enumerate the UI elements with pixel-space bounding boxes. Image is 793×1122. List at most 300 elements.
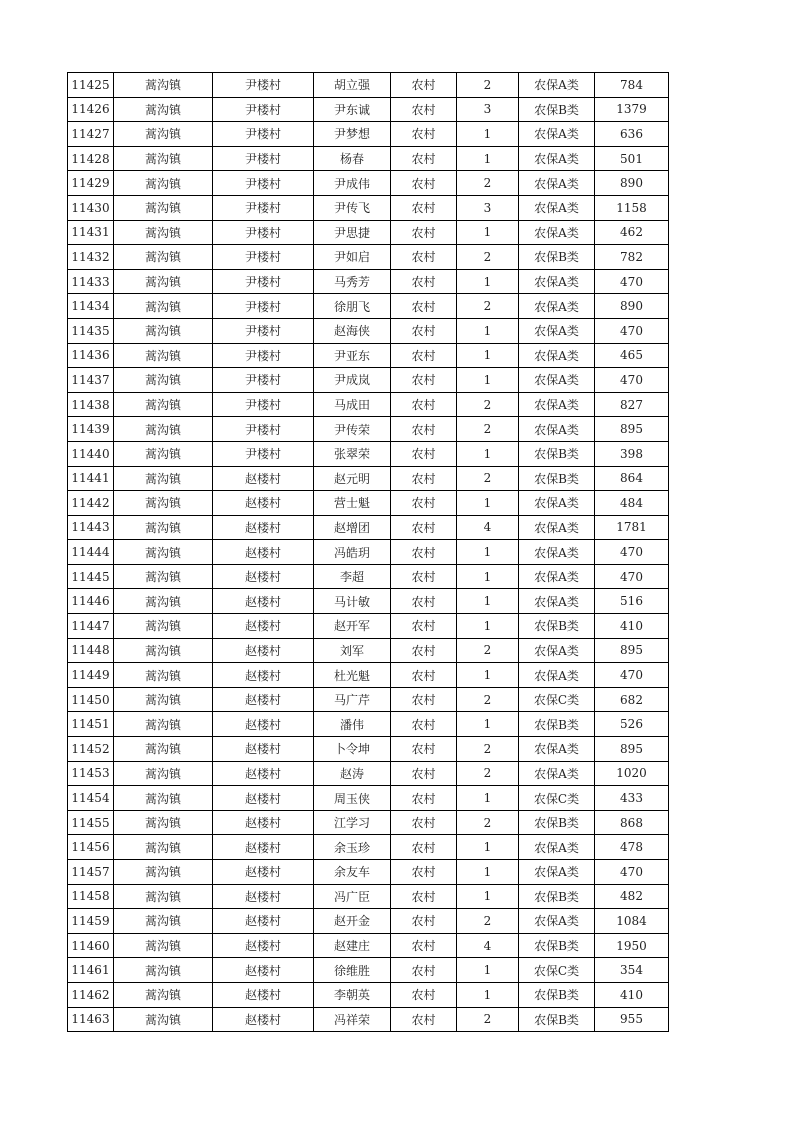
- area-type-cell: 农村: [391, 343, 457, 368]
- amount-cell: 410: [595, 982, 669, 1007]
- amount-cell: 470: [595, 318, 669, 343]
- table-row: [68, 146, 669, 171]
- village-cell: 赵楼村: [213, 860, 314, 885]
- name-cell: 马成田: [314, 392, 391, 417]
- table-row: [68, 466, 669, 491]
- name-cell: 余玉珍: [314, 835, 391, 860]
- table-row: [68, 441, 669, 466]
- row-id-cell: 11433: [68, 269, 114, 294]
- area-type-cell: 农村: [391, 466, 457, 491]
- insurance-category-cell: 农保A类: [519, 515, 595, 540]
- village-cell: 赵楼村: [213, 491, 314, 516]
- town-cell: 蒿沟镇: [114, 122, 213, 147]
- area-type-cell: 农村: [391, 195, 457, 220]
- village-cell: 尹楼村: [213, 245, 314, 270]
- amount-cell: 1158: [595, 195, 669, 220]
- table-row: [68, 933, 669, 958]
- amount-cell: 682: [595, 687, 669, 712]
- area-type-cell: 农村: [391, 417, 457, 442]
- town-cell: 蒿沟镇: [114, 540, 213, 565]
- insurance-category-cell: 农保C类: [519, 958, 595, 983]
- table-row: [68, 73, 669, 98]
- amount-cell: 501: [595, 146, 669, 171]
- insurance-category-cell: 农保A类: [519, 392, 595, 417]
- row-id-cell: 11458: [68, 884, 114, 909]
- village-cell: 赵楼村: [213, 515, 314, 540]
- area-type-cell: 农村: [391, 860, 457, 885]
- row-id-cell: 11459: [68, 909, 114, 934]
- table-row: [68, 564, 669, 589]
- name-cell: 张翠荣: [314, 441, 391, 466]
- row-id-cell: 11454: [68, 786, 114, 811]
- household-size-cell: 1: [457, 491, 519, 516]
- amount-cell: 526: [595, 712, 669, 737]
- amount-cell: 462: [595, 220, 669, 245]
- insurance-category-cell: 农保A类: [519, 417, 595, 442]
- name-cell: 尹成岚: [314, 368, 391, 393]
- amount-cell: 410: [595, 614, 669, 639]
- household-size-cell: 1: [457, 712, 519, 737]
- village-cell: 赵楼村: [213, 663, 314, 688]
- village-cell: 赵楼村: [213, 638, 314, 663]
- row-id-cell: 11435: [68, 318, 114, 343]
- town-cell: 蒿沟镇: [114, 368, 213, 393]
- insurance-category-cell: 农保A类: [519, 220, 595, 245]
- town-cell: 蒿沟镇: [114, 860, 213, 885]
- row-id-cell: 11436: [68, 343, 114, 368]
- village-cell: 尹楼村: [213, 368, 314, 393]
- household-size-cell: 1: [457, 884, 519, 909]
- row-id-cell: 11440: [68, 441, 114, 466]
- table-row: [68, 589, 669, 614]
- row-id-cell: 11461: [68, 958, 114, 983]
- household-size-cell: 1: [457, 786, 519, 811]
- insurance-category-cell: 农保A类: [519, 171, 595, 196]
- name-cell: 尹思捷: [314, 220, 391, 245]
- amount-cell: 955: [595, 1007, 669, 1032]
- name-cell: 营士魁: [314, 491, 391, 516]
- household-size-cell: 1: [457, 343, 519, 368]
- table-row: [68, 1007, 669, 1032]
- area-type-cell: 农村: [391, 687, 457, 712]
- row-id-cell: 11428: [68, 146, 114, 171]
- area-type-cell: 农村: [391, 540, 457, 565]
- village-cell: 尹楼村: [213, 392, 314, 417]
- name-cell: 胡立强: [314, 73, 391, 98]
- village-cell: 尹楼村: [213, 171, 314, 196]
- table-row: [68, 195, 669, 220]
- area-type-cell: 农村: [391, 491, 457, 516]
- household-size-cell: 1: [457, 122, 519, 147]
- village-cell: 赵楼村: [213, 884, 314, 909]
- household-size-cell: 1: [457, 663, 519, 688]
- insurance-category-cell: 农保A类: [519, 73, 595, 98]
- name-cell: 冯祥荣: [314, 1007, 391, 1032]
- household-size-cell: 2: [457, 810, 519, 835]
- table-row: [68, 737, 669, 762]
- name-cell: 李朝英: [314, 982, 391, 1007]
- row-id-cell: 11429: [68, 171, 114, 196]
- amount-cell: 470: [595, 564, 669, 589]
- amount-cell: 482: [595, 884, 669, 909]
- name-cell: 赵涛: [314, 761, 391, 786]
- insurance-category-cell: 农保A类: [519, 294, 595, 319]
- village-cell: 尹楼村: [213, 294, 314, 319]
- town-cell: 蒿沟镇: [114, 245, 213, 270]
- household-size-cell: 1: [457, 441, 519, 466]
- table-row: [68, 958, 669, 983]
- amount-cell: 864: [595, 466, 669, 491]
- row-id-cell: 11426: [68, 97, 114, 122]
- row-id-cell: 11444: [68, 540, 114, 565]
- insurance-category-cell: 农保B类: [519, 982, 595, 1007]
- table-row: [68, 97, 669, 122]
- name-cell: 刘军: [314, 638, 391, 663]
- name-cell: 尹如启: [314, 245, 391, 270]
- amount-cell: 784: [595, 73, 669, 98]
- town-cell: 蒿沟镇: [114, 97, 213, 122]
- household-size-cell: 2: [457, 737, 519, 762]
- row-id-cell: 11457: [68, 860, 114, 885]
- household-size-cell: 2: [457, 761, 519, 786]
- household-size-cell: 2: [457, 466, 519, 491]
- row-id-cell: 11456: [68, 835, 114, 860]
- name-cell: 尹东诚: [314, 97, 391, 122]
- village-cell: 赵楼村: [213, 982, 314, 1007]
- area-type-cell: 农村: [391, 97, 457, 122]
- table-row: [68, 269, 669, 294]
- table-row: [68, 663, 669, 688]
- village-cell: 尹楼村: [213, 343, 314, 368]
- row-id-cell: 11437: [68, 368, 114, 393]
- amount-cell: 827: [595, 392, 669, 417]
- town-cell: 蒿沟镇: [114, 564, 213, 589]
- area-type-cell: 农村: [391, 614, 457, 639]
- area-type-cell: 农村: [391, 786, 457, 811]
- town-cell: 蒿沟镇: [114, 195, 213, 220]
- table-row: [68, 638, 669, 663]
- insurance-category-cell: 农保A类: [519, 835, 595, 860]
- row-id-cell: 11431: [68, 220, 114, 245]
- table-row: [68, 171, 669, 196]
- insurance-category-cell: 农保B类: [519, 933, 595, 958]
- name-cell: 尹传荣: [314, 417, 391, 442]
- household-size-cell: 1: [457, 564, 519, 589]
- table-row: [68, 318, 669, 343]
- town-cell: 蒿沟镇: [114, 712, 213, 737]
- row-id-cell: 11430: [68, 195, 114, 220]
- village-cell: 赵楼村: [213, 589, 314, 614]
- town-cell: 蒿沟镇: [114, 786, 213, 811]
- insurance-category-cell: 农保A类: [519, 368, 595, 393]
- household-size-cell: 1: [457, 614, 519, 639]
- village-cell: 赵楼村: [213, 614, 314, 639]
- name-cell: 尹亚东: [314, 343, 391, 368]
- insurance-category-cell: 农保A类: [519, 663, 595, 688]
- name-cell: 冯皓玥: [314, 540, 391, 565]
- row-id-cell: 11450: [68, 687, 114, 712]
- insurance-category-cell: 农保A类: [519, 269, 595, 294]
- table-row: [68, 122, 669, 147]
- town-cell: 蒿沟镇: [114, 933, 213, 958]
- row-id-cell: 11460: [68, 933, 114, 958]
- town-cell: 蒿沟镇: [114, 982, 213, 1007]
- amount-cell: 782: [595, 245, 669, 270]
- insurance-category-cell: 农保C类: [519, 786, 595, 811]
- row-id-cell: 11427: [68, 122, 114, 147]
- name-cell: 赵元明: [314, 466, 391, 491]
- area-type-cell: 农村: [391, 73, 457, 98]
- amount-cell: 470: [595, 663, 669, 688]
- village-cell: 赵楼村: [213, 933, 314, 958]
- area-type-cell: 农村: [391, 884, 457, 909]
- row-id-cell: 11442: [68, 491, 114, 516]
- amount-cell: 1379: [595, 97, 669, 122]
- insurance-category-cell: 农保A类: [519, 491, 595, 516]
- amount-cell: 1950: [595, 933, 669, 958]
- area-type-cell: 农村: [391, 982, 457, 1007]
- town-cell: 蒿沟镇: [114, 441, 213, 466]
- household-size-cell: 1: [457, 318, 519, 343]
- village-cell: 赵楼村: [213, 687, 314, 712]
- town-cell: 蒿沟镇: [114, 417, 213, 442]
- town-cell: 蒿沟镇: [114, 687, 213, 712]
- insurance-category-cell: 农保A类: [519, 146, 595, 171]
- amount-cell: 636: [595, 122, 669, 147]
- row-id-cell: 11463: [68, 1007, 114, 1032]
- village-cell: 尹楼村: [213, 441, 314, 466]
- row-id-cell: 11453: [68, 761, 114, 786]
- household-size-cell: 1: [457, 269, 519, 294]
- row-id-cell: 11425: [68, 73, 114, 98]
- area-type-cell: 农村: [391, 515, 457, 540]
- area-type-cell: 农村: [391, 146, 457, 171]
- table-row: [68, 294, 669, 319]
- row-id-cell: 11451: [68, 712, 114, 737]
- amount-cell: 470: [595, 368, 669, 393]
- village-cell: 赵楼村: [213, 564, 314, 589]
- row-id-cell: 11439: [68, 417, 114, 442]
- amount-cell: 398: [595, 441, 669, 466]
- insurance-category-cell: 农保B类: [519, 1007, 595, 1032]
- town-cell: 蒿沟镇: [114, 392, 213, 417]
- area-type-cell: 农村: [391, 933, 457, 958]
- household-size-cell: 1: [457, 146, 519, 171]
- amount-cell: 890: [595, 294, 669, 319]
- insurance-category-cell: 农保B类: [519, 712, 595, 737]
- insurance-category-cell: 农保A类: [519, 122, 595, 147]
- insurance-category-cell: 农保A类: [519, 343, 595, 368]
- amount-cell: 895: [595, 638, 669, 663]
- insurance-category-cell: 农保A类: [519, 564, 595, 589]
- town-cell: 蒿沟镇: [114, 614, 213, 639]
- town-cell: 蒿沟镇: [114, 835, 213, 860]
- insurance-category-cell: 农保B类: [519, 810, 595, 835]
- insurance-category-cell: 农保B类: [519, 441, 595, 466]
- row-id-cell: 11434: [68, 294, 114, 319]
- insurance-category-cell: 农保B类: [519, 614, 595, 639]
- household-size-cell: 1: [457, 982, 519, 1007]
- table-row: [68, 515, 669, 540]
- town-cell: 蒿沟镇: [114, 958, 213, 983]
- town-cell: 蒿沟镇: [114, 294, 213, 319]
- town-cell: 蒿沟镇: [114, 220, 213, 245]
- village-cell: 尹楼村: [213, 122, 314, 147]
- table-row: [68, 835, 669, 860]
- area-type-cell: 农村: [391, 122, 457, 147]
- household-size-cell: 2: [457, 1007, 519, 1032]
- row-id-cell: 11446: [68, 589, 114, 614]
- village-cell: 赵楼村: [213, 958, 314, 983]
- amount-cell: 868: [595, 810, 669, 835]
- area-type-cell: 农村: [391, 441, 457, 466]
- table-row: [68, 712, 669, 737]
- village-cell: 尹楼村: [213, 417, 314, 442]
- name-cell: 赵增团: [314, 515, 391, 540]
- name-cell: 潘伟: [314, 712, 391, 737]
- amount-cell: 354: [595, 958, 669, 983]
- village-cell: 尹楼村: [213, 73, 314, 98]
- insurance-category-cell: 农保B类: [519, 884, 595, 909]
- row-id-cell: 11445: [68, 564, 114, 589]
- area-type-cell: 农村: [391, 909, 457, 934]
- insurance-category-cell: 农保A类: [519, 737, 595, 762]
- area-type-cell: 农村: [391, 810, 457, 835]
- town-cell: 蒿沟镇: [114, 589, 213, 614]
- row-id-cell: 11441: [68, 466, 114, 491]
- table-row: [68, 368, 669, 393]
- table-row: [68, 614, 669, 639]
- row-id-cell: 11448: [68, 638, 114, 663]
- table-row: [68, 417, 669, 442]
- name-cell: 赵开金: [314, 909, 391, 934]
- name-cell: 徐朋飞: [314, 294, 391, 319]
- insurance-category-cell: 农保B类: [519, 97, 595, 122]
- village-cell: 尹楼村: [213, 146, 314, 171]
- town-cell: 蒿沟镇: [114, 269, 213, 294]
- row-id-cell: 11455: [68, 810, 114, 835]
- amount-cell: 433: [595, 786, 669, 811]
- table-row: [68, 540, 669, 565]
- area-type-cell: 农村: [391, 564, 457, 589]
- name-cell: 杨春: [314, 146, 391, 171]
- household-size-cell: 1: [457, 835, 519, 860]
- name-cell: 马广芹: [314, 687, 391, 712]
- name-cell: 马秀芳: [314, 269, 391, 294]
- village-cell: 赵楼村: [213, 466, 314, 491]
- insurance-category-cell: 农保A类: [519, 589, 595, 614]
- row-id-cell: 11443: [68, 515, 114, 540]
- table-row: [68, 909, 669, 934]
- town-cell: 蒿沟镇: [114, 909, 213, 934]
- town-cell: 蒿沟镇: [114, 737, 213, 762]
- town-cell: 蒿沟镇: [114, 1007, 213, 1032]
- town-cell: 蒿沟镇: [114, 466, 213, 491]
- name-cell: 李超: [314, 564, 391, 589]
- village-cell: 尹楼村: [213, 318, 314, 343]
- household-size-cell: 4: [457, 933, 519, 958]
- name-cell: 余友车: [314, 860, 391, 885]
- village-cell: 赵楼村: [213, 909, 314, 934]
- name-cell: 杜光魁: [314, 663, 391, 688]
- area-type-cell: 农村: [391, 171, 457, 196]
- table-row: [68, 392, 669, 417]
- area-type-cell: 农村: [391, 761, 457, 786]
- amount-cell: 895: [595, 737, 669, 762]
- row-id-cell: 11438: [68, 392, 114, 417]
- town-cell: 蒿沟镇: [114, 146, 213, 171]
- area-type-cell: 农村: [391, 318, 457, 343]
- name-cell: 徐维胜: [314, 958, 391, 983]
- village-cell: 赵楼村: [213, 786, 314, 811]
- area-type-cell: 农村: [391, 392, 457, 417]
- household-size-cell: 2: [457, 245, 519, 270]
- table-row: [68, 343, 669, 368]
- amount-cell: 478: [595, 835, 669, 860]
- town-cell: 蒿沟镇: [114, 343, 213, 368]
- insurance-category-cell: 农保A类: [519, 860, 595, 885]
- household-size-cell: 1: [457, 589, 519, 614]
- town-cell: 蒿沟镇: [114, 884, 213, 909]
- town-cell: 蒿沟镇: [114, 638, 213, 663]
- table-row: [68, 491, 669, 516]
- town-cell: 蒿沟镇: [114, 491, 213, 516]
- amount-cell: 470: [595, 540, 669, 565]
- table-row: [68, 220, 669, 245]
- name-cell: 尹梦想: [314, 122, 391, 147]
- insurance-category-cell: 农保B类: [519, 245, 595, 270]
- name-cell: 周玉侠: [314, 786, 391, 811]
- village-cell: 赵楼村: [213, 810, 314, 835]
- household-size-cell: 2: [457, 294, 519, 319]
- area-type-cell: 农村: [391, 220, 457, 245]
- town-cell: 蒿沟镇: [114, 663, 213, 688]
- area-type-cell: 农村: [391, 589, 457, 614]
- insurance-category-cell: 农保C类: [519, 687, 595, 712]
- table-row: [68, 860, 669, 885]
- town-cell: 蒿沟镇: [114, 810, 213, 835]
- amount-cell: 516: [595, 589, 669, 614]
- area-type-cell: 农村: [391, 368, 457, 393]
- insurance-category-cell: 农保A类: [519, 540, 595, 565]
- table-row: [68, 810, 669, 835]
- village-cell: 赵楼村: [213, 737, 314, 762]
- area-type-cell: 农村: [391, 663, 457, 688]
- village-cell: 尹楼村: [213, 195, 314, 220]
- row-id-cell: 11432: [68, 245, 114, 270]
- town-cell: 蒿沟镇: [114, 515, 213, 540]
- name-cell: 江学习: [314, 810, 391, 835]
- town-cell: 蒿沟镇: [114, 73, 213, 98]
- insurance-category-cell: 农保A类: [519, 195, 595, 220]
- town-cell: 蒿沟镇: [114, 318, 213, 343]
- insurance-category-cell: 农保A类: [519, 318, 595, 343]
- name-cell: 赵建庄: [314, 933, 391, 958]
- row-id-cell: 11447: [68, 614, 114, 639]
- amount-cell: 1020: [595, 761, 669, 786]
- village-cell: 赵楼村: [213, 761, 314, 786]
- insurance-category-cell: 农保A类: [519, 638, 595, 663]
- household-size-cell: 2: [457, 909, 519, 934]
- household-size-cell: 1: [457, 368, 519, 393]
- table-row: [68, 687, 669, 712]
- household-size-cell: 2: [457, 171, 519, 196]
- area-type-cell: 农村: [391, 835, 457, 860]
- name-cell: 尹传飞: [314, 195, 391, 220]
- amount-cell: 465: [595, 343, 669, 368]
- area-type-cell: 农村: [391, 294, 457, 319]
- amount-cell: 1781: [595, 515, 669, 540]
